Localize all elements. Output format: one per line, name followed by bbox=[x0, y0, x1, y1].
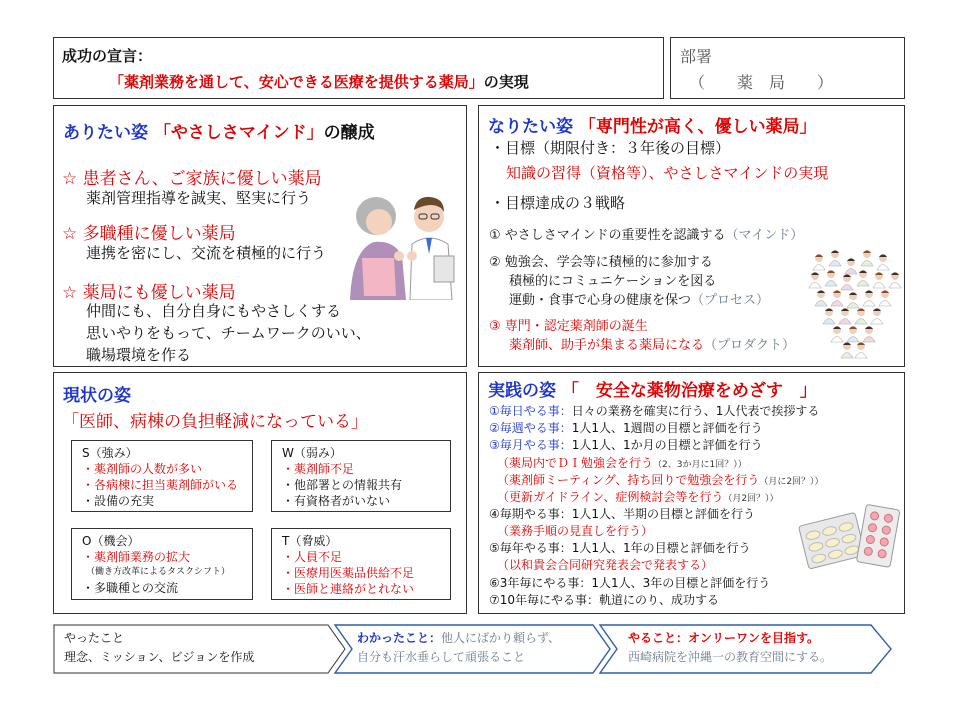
practice-subtitle: 「 安全な薬物治療をめざす 」 bbox=[561, 381, 817, 401]
ideal-item-3-heading: ☆ 薬局にも優しい薬局 bbox=[62, 283, 236, 303]
current-subtitle: 「医師、病棟の負担軽減になっている」 bbox=[62, 412, 368, 432]
swot-t-red-2: ・医療用医薬品供給不足 bbox=[282, 566, 415, 580]
footer-todo-text: 西崎病院を沖縄一の教育空間にする。 bbox=[628, 650, 833, 664]
ideal-item-3-lines bbox=[86, 300, 371, 366]
practice-1-label: ①毎日やる事： bbox=[489, 404, 572, 418]
practice-5-label: ⑤毎年やる事： bbox=[489, 541, 572, 555]
practice-3-sub-2-note: （月に2回？）） bbox=[759, 477, 824, 487]
practice-4-sub: （業務手順の見直しを行う） bbox=[497, 524, 654, 538]
declaration-suffix: の実現 bbox=[483, 73, 529, 91]
practice-title: 実践の姿 bbox=[488, 381, 556, 401]
goal-target-value: 知識の習得（資格等）、やさしさマインドの実現 bbox=[506, 164, 829, 182]
footer-todo-label: やること：オンリーワンを目指す。 bbox=[628, 631, 820, 645]
practice-4-label: ④毎期やる事： bbox=[489, 507, 572, 521]
swot-w-red-1: ・薬剤師不足 bbox=[282, 462, 355, 476]
practice-1-text: 日々の業務を確実に行う、1人代表で挨拶する bbox=[571, 404, 820, 418]
swot-w-black-2: ・有資格者がいない bbox=[282, 494, 391, 508]
practice-section bbox=[478, 372, 905, 614]
goal-strategy-2-line-3 bbox=[489, 291, 769, 310]
declaration-line bbox=[109, 71, 529, 92]
swot-weaknesses bbox=[271, 440, 451, 512]
practice-3-sub-2-text: （薬剤師ミーティング、持ち回りで勉強会を行う bbox=[497, 473, 760, 487]
practice-4 bbox=[489, 505, 755, 522]
practice-7: ⑦10年毎にやる事：軌道にのり、成功する bbox=[489, 593, 720, 607]
goal-strategy-3-line-1: ③ 専門・認定薬剤師の誕生 bbox=[489, 319, 648, 334]
practice-3-text: 1人1人、1か月の目標と評価を行う bbox=[571, 438, 763, 452]
goal-strategy-3-line-2-text: 薬剤師、助手が集まる薬局になる bbox=[509, 338, 705, 353]
ideal-item-1-line: 薬剤管理指導を誠実、堅実に行う bbox=[86, 189, 312, 207]
ideal-item-2-line: 連携を密にし、交流を積極的に行う bbox=[86, 244, 327, 262]
swot-w-black-1: ・他部署との情報共有 bbox=[282, 478, 403, 492]
swot-t-red-1: ・人員不足 bbox=[282, 550, 343, 564]
swot-strengths bbox=[71, 440, 253, 512]
swot-o-title: O（機会） bbox=[82, 534, 140, 548]
current-title: 現状の姿 bbox=[63, 386, 131, 406]
footer-learned-text-1: 他人にばかり頼らず、 bbox=[441, 631, 561, 645]
goal-strategy-3-tag: （プロダクト） bbox=[704, 338, 796, 353]
ideal-title-line bbox=[63, 118, 375, 143]
practice-3-sub-2 bbox=[497, 471, 824, 488]
declaration-statement: 「薬剤業務を通して、安心できる医療を提供する薬局」 bbox=[109, 73, 484, 91]
goal-strategy-2-tag: （プロセス） bbox=[691, 293, 770, 308]
ideal-item-2-heading: ☆ 多職種に優しい薬局 bbox=[62, 224, 236, 244]
footer-learned-label: わかったこと： bbox=[357, 631, 442, 645]
ideal-item-3-line-2: 思いやりをもって、チームワークのいい、 bbox=[86, 324, 371, 342]
practice-3-sub-1-text: （薬局内でＤＩ勉強会を行う bbox=[497, 456, 654, 470]
practice-1 bbox=[489, 402, 819, 419]
swot-threats bbox=[271, 528, 451, 600]
practice-3-sub-1-note: （2、3か月に1回？）） bbox=[653, 460, 747, 470]
practice-3 bbox=[489, 436, 763, 453]
staff-group-illustration bbox=[807, 242, 903, 360]
goal-title: なりたい姿 bbox=[488, 117, 573, 137]
ideal-subtitle: 「やさしさマインド」 bbox=[153, 123, 324, 143]
department-value: （ 薬 局 ） bbox=[689, 73, 834, 92]
ideal-item-3-line-1: 仲間にも、自分自身にもやさしくする bbox=[86, 302, 342, 320]
footer-done-text: 理念、ミッション、ビジョンを作成 bbox=[64, 650, 255, 664]
footer-learned-line-1 bbox=[357, 629, 560, 646]
goal-strategy-2-line-2: 積極的にコミュニケーションを図る bbox=[509, 274, 717, 289]
practice-2-label: ②毎週やる事： bbox=[489, 421, 572, 435]
goal-strategy-1-tag: （マインド） bbox=[725, 228, 804, 243]
swot-s-black-1: ・設備の充実 bbox=[82, 494, 155, 508]
swot-t-title: T（脅威） bbox=[282, 534, 338, 548]
goal-strategy-2-line-1: ② 勉強会、学会等に積極的に参加する bbox=[489, 255, 713, 270]
practice-3-sub-3-text: （更新ガイドライン、症例検討会等を行う bbox=[497, 490, 724, 504]
goal-section bbox=[478, 105, 905, 367]
practice-title-line bbox=[488, 376, 817, 401]
pill-blister-illustration bbox=[797, 501, 901, 571]
goal-strategy-2-line-3-text: 運動・食事で心身の健康を保つ bbox=[509, 293, 692, 308]
footer-done-label: やったこと bbox=[64, 631, 125, 645]
practice-5-text: 1人1人、1年の目標と評価を行う bbox=[571, 541, 751, 555]
goal-strategy-1 bbox=[489, 224, 803, 243]
goal-strategy-1-text: ① やさしさマインドの重要性を認識する bbox=[489, 228, 726, 243]
swot-o-note: （働き方改革によるタスクシフト） bbox=[86, 567, 231, 577]
swot-s-title: S（強み） bbox=[82, 446, 138, 460]
swot-s-red-2: ・各病棟に担当薬剤師がいる bbox=[82, 478, 239, 492]
practice-5 bbox=[489, 539, 751, 556]
practice-4-text: 1人1人、半期の目標と評価を行う bbox=[571, 507, 756, 521]
practice-3-sub-3 bbox=[497, 488, 779, 505]
goal-strategy-2 bbox=[489, 253, 769, 310]
practice-3-sub-1 bbox=[497, 454, 747, 471]
swot-t-red-3: ・医師と連絡がとれない bbox=[282, 582, 415, 596]
swot-o-black-1: ・多職種との交流 bbox=[82, 581, 179, 595]
ideal-item-1-heading: ☆ 患者さん、ご家族に優しい薬局 bbox=[62, 169, 322, 189]
practice-2 bbox=[489, 419, 763, 436]
department-box bbox=[670, 37, 905, 99]
current-section bbox=[53, 372, 467, 614]
declaration-heading: 成功の宣言： bbox=[62, 47, 153, 65]
patient-pharmacist-illustration bbox=[344, 192, 462, 300]
ideal-item-3-line-3: 職場環境を作る bbox=[86, 346, 192, 364]
swot-w-title: W（弱み） bbox=[282, 446, 342, 460]
goal-title-line bbox=[488, 112, 817, 137]
practice-5-sub: （以和貴会合同研究発表会で発表する） bbox=[497, 558, 714, 572]
department-label: 部署 bbox=[680, 47, 713, 66]
goal-target-label: ・目標（期限付き：３年後の目標） bbox=[490, 139, 731, 157]
goal-strategy-3-line-2 bbox=[489, 336, 795, 355]
ideal-title: ありたい姿 bbox=[63, 123, 148, 143]
practice-3-sub-3-note: （月2回？）） bbox=[723, 494, 779, 504]
swot-o-red-1: ・薬剤師業務の拡大 bbox=[82, 550, 191, 564]
practice-3-label: ③毎月やる事： bbox=[489, 438, 572, 452]
practice-2-text: 1人1人、1週間の目標と評価を行う bbox=[571, 421, 763, 435]
swot-opportunities bbox=[71, 528, 253, 600]
declaration-box bbox=[53, 37, 664, 99]
goal-strategy-label: ・目標達成の３戦略 bbox=[490, 194, 626, 212]
goal-subtitle: 「専門性が高く、優しい薬局」 bbox=[578, 117, 817, 137]
goal-strategy-3 bbox=[489, 317, 795, 355]
ideal-section bbox=[53, 105, 467, 367]
footer-learned-text-2: 自分も汗水垂らして頑張ること bbox=[357, 650, 526, 664]
practice-6: ⑥3年毎にやる事：1人1人、3年の目標と評価を行う bbox=[489, 576, 771, 590]
ideal-suffix: の醸成 bbox=[323, 123, 375, 143]
swot-s-red-1: ・薬剤師の人数が多い bbox=[82, 462, 203, 476]
